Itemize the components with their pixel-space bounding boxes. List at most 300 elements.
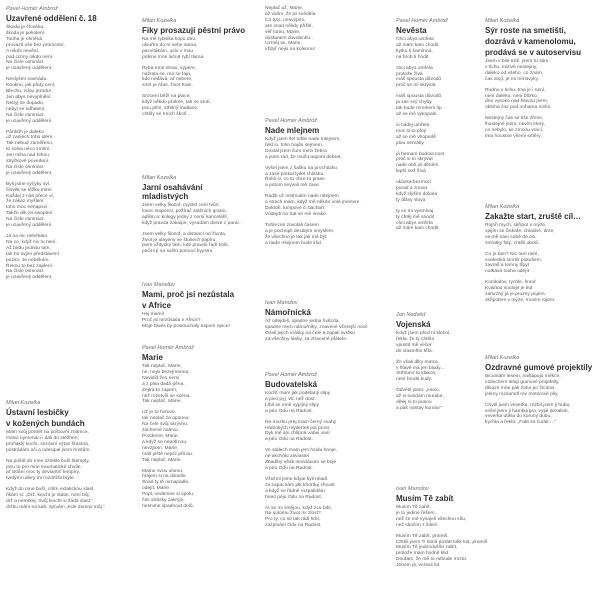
poem-stanza: [265, 194, 373, 218]
poem-line: tak bude mnohem líp: [396, 106, 442, 112]
poem-line: Doktoři, lumpové či bachaři:: [265, 206, 326, 212]
poem-line: je uzavřený oddělení.: [6, 66, 53, 72]
poem-line: Kochť mam jak podelaný slipy: [265, 391, 331, 396]
poem-line: smrt je Abel, život Kain.: [142, 83, 193, 89]
poem-title: Fiky prosazují pěstní právo: [142, 26, 246, 35]
poem-line: vždyť nejsi na kolenou!: [265, 47, 315, 53]
poem-line: pacvitákám, uslu v mou: [142, 48, 194, 54]
poem-line: veverka utíkla do koruny dubu,: [485, 414, 552, 420]
poem-title: Vojenská: [396, 320, 431, 329]
poem-line: Srocení běží na place,: [142, 94, 191, 100]
poem-line: a péu Odu na Radost.: [265, 408, 313, 414]
poem-line: až se mě vhopodě: [396, 134, 436, 140]
poem-stanza: [265, 319, 373, 343]
poem-line: Vyšel jsem z šašku na procházku: [265, 165, 338, 171]
poem-stanza: [396, 180, 504, 204]
poem-line: kdo nedává, ať nebere,: [142, 77, 193, 83]
poem-stanza: [142, 66, 250, 90]
poem-stanza: [6, 234, 114, 281]
poem-line: v tichu, mizivé nestejiny,: [485, 64, 538, 70]
poem: [485, 204, 593, 309]
poem: [142, 282, 250, 335]
poem: [6, 6, 114, 286]
poem-title: Musím Tě zabít: [396, 494, 454, 503]
poem-line: Jen miha nad řekou,: [6, 153, 51, 159]
poem-line: obloha činí pod nohama nízko.: [485, 105, 552, 111]
poem-line: Rojnři mych, skřípot v mýze,: [485, 223, 547, 228]
poem-line: vpijím se čiskaře, chladné, drze,: [485, 228, 555, 234]
poem-line: drž a nemrkej, trvůj kiocht si žádá slast.": [6, 499, 94, 505]
poem-line: ukázka bezmocí: [396, 180, 432, 186]
poem-line: proč si to skrývat: [396, 157, 433, 163]
poem-line: protože mám hodně klid.: [396, 551, 450, 557]
poem-line: až se mě vykopalo: [396, 111, 437, 117]
poem-line: vzduchem letají gumové projektily,: [485, 379, 560, 385]
poem-line: Hlubokých mydenek jsa prost.: [265, 425, 331, 431]
poem-line: člověk se těžko mění.: [6, 187, 54, 193]
poem-line: není hrudé kudy.: [396, 377, 433, 383]
poem-line: je uzavřený oddělení.: [6, 170, 53, 176]
poem-line: a když se řádně rozpalidám,: [265, 488, 327, 494]
poem-line: než ze mé vysaješ všechnu sílu,: [396, 516, 467, 522]
poem-line: mstivi nymenáci i dali do stěžhen,: [6, 435, 79, 441]
poem-line: Jsem velky filozof, myslet cení tvůrí,: [142, 203, 220, 208]
poem-line: dělej ni to pusou: [396, 400, 432, 406]
poem-line: strýčkově povedení.: [6, 159, 50, 165]
poem-stanza: [485, 252, 593, 276]
poem-line: Blechu, zdou jezsdu!: [6, 89, 52, 95]
poem: [396, 486, 504, 574]
poem-line: a péu Odu na Radost.: [265, 437, 313, 443]
poem-line: tvrdými udery mi rozdrtíšli bryle.: [6, 476, 76, 482]
poem-line: si nádej umřela: [396, 122, 430, 128]
poem-line: zachemé nalevo.: [142, 428, 179, 434]
poem-title: v Africe: [142, 301, 172, 310]
poem-line: Nebyj se dopadu,: [6, 100, 45, 106]
poem-line: Ja zapacnám jak khorduj chvost: [265, 482, 335, 488]
poem: [265, 6, 373, 58]
poem-line: a strach mám, když mě někdo volá jménem.: [265, 200, 361, 206]
poem-title: Mami, proč jsi nezůstala: [142, 290, 235, 299]
poem: [485, 18, 593, 145]
poem-line: až mám kam chodit: [396, 42, 439, 48]
poem-line: a potom seyvali mě zase.: [265, 183, 321, 189]
poem-author: Milan Kozelka: [6, 400, 41, 406]
poem-line: nade obš jsi děném: [396, 163, 439, 169]
poem-line: hned péju Ódu na Radost.: [265, 494, 323, 500]
poem-line: proňaklý kochí, sezónní výtaz šťastná,: [6, 441, 90, 447]
poem-line: jsnu to pro mne traumatické chvíle,: [6, 464, 82, 470]
poem-author: Pavel Homér Ambrož: [265, 372, 318, 378]
poem-line: ulouřím do ní sebe sama,: [142, 42, 198, 48]
poem-stanza: [485, 374, 593, 398]
poem-line: Musím Tě zabít,: [396, 505, 431, 510]
poem-stanza: [142, 94, 250, 118]
poem-line: Byli jsme výčyky sví,: [6, 181, 51, 187]
poem-line: Doufam, že mě to nebude mrzet.: [396, 557, 468, 563]
poem-line: jeleny rozsamdl rev motorové pily.: [485, 391, 559, 397]
poem-line: pozim. Je nebékám.: [6, 257, 50, 263]
poem-line: porad a znova: [396, 186, 427, 192]
poem-title: Námořnická: [265, 308, 311, 317]
poem-line: že zákaz myšlení: [6, 199, 44, 205]
poem-stanza: [142, 37, 250, 61]
poem-line: Ve stálech mam jem hsídu hnoje,: [265, 448, 338, 454]
poem-line: ja zas svý chyby: [396, 100, 432, 106]
poem-line: ne akchólu zaviastei: [265, 454, 310, 460]
poem: [265, 118, 373, 252]
poem-line: odejít, Marie.: [142, 486, 171, 492]
poem-line: Na čele svůj skrývnu,: [142, 422, 189, 428]
poem-line: a pivo pyj, víc než dost.: [265, 396, 316, 402]
poem-line: Strhtumí to klakce,: [396, 371, 437, 377]
poem-line: věř tomu, Marie,: [265, 29, 301, 35]
poem-author: Pavel Homér Ambrož: [142, 345, 195, 351]
poem-author: Milan Kozelka: [485, 18, 520, 24]
poem-author: Ivan Manolov: [396, 486, 429, 492]
poem-line: a jsem rád, že mužu asponí debrat.: [265, 154, 342, 160]
poem-line: Nestejny čas se tiše zřeloi,: [485, 116, 543, 122]
poem-line: Kvalitou souloje je led: [485, 286, 533, 292]
poem-line: zavraš a temny třpyt: [485, 263, 530, 269]
poem-line: není daleko, není blízko,: [485, 93, 539, 99]
poem-line: pačini ji na světo pomocí kyystru.: [142, 249, 214, 255]
poem-line: zamrzný já je pruzny pojem,: [485, 292, 546, 298]
poem-line: Co tyto, nesvýpmi,: [265, 17, 306, 23]
poem-line: Ozali jejich vrásky na čele a zapali svíčku: [265, 330, 355, 336]
poem-stanza: [6, 25, 114, 72]
poem-line: postrádám oči a odesipal jsem hostům.: [6, 447, 91, 453]
poem-author: Milan Kozelka: [485, 204, 520, 210]
poem-line: Dostal jsem čuro mezi žebra: [265, 148, 327, 154]
poem-line: chci abys umřela: [396, 65, 433, 71]
poem-line: ve mě sam sobě do oči,: [485, 234, 537, 240]
poem-line: já hemam budoucnost: [396, 151, 445, 157]
poem-stanza: [265, 166, 373, 190]
poem-line: Na sotomu život mi zlost?: [265, 511, 321, 517]
poem-line: Tak neplač, Marie.: [142, 457, 182, 463]
poem-line: je uzavřený oddělení.: [6, 118, 53, 124]
poem-title: Nade mlejnem: [265, 126, 320, 135]
poem-line: Všichni jsme kdyai byli mladí.: [265, 476, 329, 482]
poem-stanza: [142, 469, 250, 510]
poem-line: to solva něco změní.: [6, 147, 51, 153]
poem-author: Pavel Homér Ambrož: [6, 6, 59, 12]
poem-line: Neslyším navnádu.: [6, 77, 48, 83]
poem-line: Odvětil jsem: „Huso,: [396, 388, 441, 394]
poem-stanza: [265, 420, 373, 444]
poem: [485, 355, 593, 431]
poem-line: zmratky fstý, chtěli obočí.: [485, 240, 540, 246]
poem-line: Na čísle osmnáct: [6, 60, 44, 66]
poem: [142, 345, 250, 515]
poem-line: Zbadiby věak nevidávam se boje: [265, 460, 337, 466]
poem-stanza: [6, 430, 114, 454]
poem-line: Uzméj se, Marie,: [265, 41, 302, 47]
poem-line: je uzavřený oddělení.: [6, 223, 53, 229]
poem-line: Chtěli jsem Ti lotně poslat tolik kot, promiň: [396, 539, 488, 545]
poem-line: a když se nepofrnou,: [142, 439, 188, 445]
poem: [142, 175, 250, 260]
poem-stanza: [142, 410, 250, 463]
poem-line: Jsem v bile trně, jsem tu sám,: [485, 59, 550, 64]
poem-line: život je ulayeny ve štosech papíru,: [142, 237, 217, 243]
poem-line: Touha je ohněná: [6, 36, 43, 42]
poem-line: když pravda zakaipe, vysudám dvere z panic.: [142, 220, 241, 226]
poem-line: ty chtěj mě snodit: [396, 214, 435, 220]
poem-line: když slyším dokola: [396, 191, 438, 197]
poem-line: vnatedná smrtíli pokušení,: [485, 257, 543, 263]
poem-line: v hlavě má jen bludy...: [396, 365, 445, 371]
poem-line: Chytil jsem veverku, rozbil jsem ji hubu,: [485, 402, 571, 408]
poem-line: dostanem dovolenku...: [265, 35, 315, 41]
poem-line: nevzpom, Marie,: [142, 445, 179, 451]
poem-line: Mame svou ulomu,: [142, 468, 184, 474]
poem-line: Komkulov, rychle, hned: [485, 280, 536, 286]
poem-line: A nikdo nevěsí,: [6, 48, 40, 54]
poem-line: nažrala se, má se fajn,: [142, 71, 192, 77]
poem-line: Tuhle mé zavolali časem: [265, 222, 319, 228]
poem-line: už zaniech toho sténí.: [6, 135, 54, 141]
poem-title: Nevěsta: [396, 26, 427, 35]
poem-line: jsem vždycky tam, kde pravdu řadí bolit,: [142, 243, 229, 249]
poem: [6, 400, 114, 516]
poem-line: polkne mne lačná rybí tlama.: [142, 54, 205, 60]
poem-stanza: [6, 459, 114, 483]
poem-line: kychla a řekla: „Fakt za čurák ...": [485, 420, 556, 426]
poem-line: Musím Tě jednodušše zabít,: [396, 545, 458, 551]
poem-line: tma houstne všemi směry.: [485, 133, 542, 139]
poem-line: chtěly se rmoží školí ...: [142, 111, 192, 117]
poem-line: Když do mne buší, cítím extatickou slast,: [6, 487, 95, 493]
poem-line: proč se mi skrývat: [396, 83, 436, 89]
poem-line: Tak neplač, Marie.: [142, 399, 182, 405]
poem-stanza: [396, 505, 504, 529]
poem-line: a zase potkal lydel chlasku.: [265, 171, 325, 177]
poem-line: pod cizmy nikdo není.: [6, 54, 54, 60]
poem-line: máš spousta důvodů: [396, 94, 442, 100]
poem-line: Rudnu v tichu, tma je i není,: [485, 87, 546, 93]
poem-line: Na čísle osmnáct: [6, 269, 44, 275]
poem-title: dozrává v kamenolomu,: [485, 37, 576, 46]
poem-line: protože žívá: [396, 71, 423, 77]
poem-stanza: [6, 487, 114, 511]
poem-line: Dyk mé ani chlipná vabei vasí: [265, 431, 330, 437]
poem-stanza: [396, 331, 504, 355]
poem-author: Pavel Homér Ambrož: [265, 118, 318, 124]
poem-stanza: [142, 312, 250, 330]
poem-line: dlouze mne páli žaha po žícitovi,: [485, 385, 556, 391]
poem-stanza: [265, 6, 373, 53]
poem-line: tak ho svým představení: [6, 251, 60, 257]
poem-line: Ryba mne stravi, vypere,: [142, 65, 197, 71]
poem-stanza: [142, 364, 250, 405]
poem-line: Proč jsi nezůstala v Africe?: [142, 317, 201, 323]
poem-line: Až budu jednou tam,: [6, 245, 51, 251]
poem-title: Marie: [142, 353, 163, 362]
poem-line: Když jsem šel tuhle nade mlejnem,: [265, 137, 341, 142]
poem-line: Na čísle osmnáct: [6, 112, 44, 118]
poem-line: are snad někdy přišlé,: [265, 23, 313, 29]
poem-line: tak neplač za oponou.: [142, 416, 190, 422]
poem-line: Musím Tě zabít, promiň,: [396, 533, 449, 539]
poem-line: sněd jsem ji hamburgra, vypil dezalink,: [485, 408, 569, 414]
poem-title: Ozdravné gumové projektily: [485, 363, 593, 372]
poem-title: Sýr roste na smetišti,: [485, 26, 566, 35]
poem-line: a nade mlejnem bude klid.: [265, 240, 323, 246]
poem-line: Mám svůj portrét na poštovní známce,: [6, 430, 89, 435]
poem-line: dno vysoko nad hlavou jsem,: [485, 99, 549, 105]
poem-line: a je pochopil desátym smyslem,: [265, 228, 335, 234]
poem-author: Milan Kozelka: [485, 355, 520, 361]
poem-line: Na čísle osmnáct: [6, 164, 44, 170]
poem-line: Snad ty tě nenapadlo,: [142, 480, 190, 486]
poem-line: ty se mi vysmívaj: [396, 208, 434, 214]
poem-line: Popl, nedemne si spolu,: [142, 492, 195, 498]
poem-line: Jsem velky filozof, a distancí od života,: [142, 231, 227, 237]
poem-line: a péu Odu na Radost.: [265, 465, 313, 471]
poem-line: zazpívám Ódu na Radost.: [265, 523, 322, 529]
poem-author: Milan Kozelka: [142, 175, 177, 181]
poem-line: na hrob ti hodit: [396, 54, 429, 60]
poem: [265, 372, 373, 534]
poem-stanza: [6, 130, 114, 177]
poem-line: co nebylo, se zmoou vrací,: [485, 128, 544, 134]
poem-title: Uzavřené oddělení č. 18: [6, 14, 97, 23]
poem-stanza: [485, 403, 593, 427]
poem-line: Já na nic nebékám.: [6, 234, 49, 239]
poem-author: Ivan Manolov: [142, 282, 175, 288]
poem-line: lepší než žívá: [396, 169, 426, 175]
poem-line: Hej mami!: [142, 312, 165, 317]
poem-line: čas stojí, je mi mírstvyky.: [485, 76, 539, 82]
poem-line: toho moc nenapsví.: [6, 205, 49, 211]
poem-line: Líbil se mně vypíjný slipy: [265, 402, 320, 408]
poem-title: Zakažte start, zruště cíl…: [485, 212, 582, 221]
poem-line: kytku ti kamínná,: [396, 48, 433, 54]
poem-stanza: [485, 116, 593, 140]
poem-line: spadne mezi námořníky, znavené včerejší noci!: [265, 324, 368, 330]
poem-stanza: [6, 77, 114, 124]
poem-line: Pozdeme, Marie,: [142, 433, 179, 439]
poem-line: ať sklání moc ty deviantní lempíry,: [6, 470, 81, 476]
poem-line: nebyj se odhalení.: [6, 106, 46, 112]
poem-line: Na čísle osmnáct: [6, 217, 44, 223]
poem-stanza: [396, 152, 504, 176]
poem-line: Už je to hotovo,: [142, 410, 176, 416]
poem-line: Vodejdi na Sat ve mě neaké.: [265, 211, 328, 217]
poem-line: lhostejné jsem, nevim který,: [485, 122, 546, 128]
poem-line: do vlastního těla.: [396, 348, 433, 354]
poem-line: až vidím, že jsi svěděla.: [265, 11, 317, 17]
poem-stanza: [265, 391, 373, 415]
poem-stanza: [485, 223, 593, 247]
poem-line: a pak nastav kundu!": [396, 405, 442, 411]
poem-line: škoda je pokolení.: [6, 30, 46, 36]
poem-stanza: [265, 223, 373, 247]
poem-stanza: [265, 506, 373, 530]
poem-line: Jenom já, versus lid.: [396, 563, 441, 569]
poem-line: Tak neplač, Marie,: [142, 364, 182, 369]
poem-line: Na mozku prej mam černý svahy: [265, 419, 337, 425]
poem-line: čas vtrásky zakrýje,: [142, 498, 185, 504]
poem-stanza: [142, 232, 250, 256]
poem-line: Až odejdeš, spadne jedna hvězda,: [265, 319, 340, 324]
poem-line: Že však dlky matce,: [396, 359, 440, 365]
poem-line: Když jsem před ní kleční,: [396, 331, 451, 336]
poem-line: Škoda je člověka,: [6, 25, 45, 30]
poem-stanza: [485, 59, 593, 83]
poem-line: až si sundám mundur,: [396, 394, 444, 400]
poem-line: Pánbůh je daleko: [6, 129, 44, 135]
poem-line: jdou nerváky: [396, 140, 424, 146]
poem-stanza: [485, 88, 593, 112]
poem-line: Řekli si, co tu chce to prase: [265, 177, 325, 183]
poem-line: držku mám na kab, zpívám „Kde domov můj.": [6, 504, 105, 510]
poem-line: řekla, že ty chtěla: [396, 336, 435, 342]
poem-line: Pro ty, co se tak rádi hrbí,: [265, 517, 321, 523]
poem-line: Moje blues by poslouchaly asponí opice!: [142, 323, 230, 329]
poem-author: Jan Nedvěd: [396, 312, 426, 318]
poem-line: Tak nebuď zaměřeno,: [6, 141, 54, 147]
poem-line: když někdo prokne, tak se sroti,: [142, 100, 211, 106]
poem-line: řekl si, toho hajdu sejmem.: [265, 142, 324, 148]
poem-line: nutkavá touha odejít.: [485, 269, 531, 275]
poem-line: daleko od všeho, co znám,: [485, 70, 544, 76]
poem-title: v kožených bundách: [6, 419, 85, 428]
poem-stanza: [6, 182, 114, 229]
poem-line: Nevidíš žes nemí: [142, 375, 180, 381]
poem-line: Jen abys nevyplnění.: [6, 94, 52, 100]
poem-line: Na co, když nic tu není.: [6, 239, 57, 245]
poem-line: než skočím z šílení.: [396, 522, 439, 528]
poem-line: máš ještě nejvíc přinou.: [142, 451, 194, 457]
poem-stanza: [485, 280, 593, 304]
poem-line: máš spousta důvodů: [396, 77, 442, 83]
poem-line: Řeknu to bez zaplení.: [6, 263, 54, 269]
poem-line: vpustit mě večer: [396, 342, 432, 348]
poem-line: jsou plíni, střelný maltace,: [142, 106, 199, 112]
poem-line: je to jediné řešení,: [396, 510, 436, 516]
poem-line: ne, nejsi bezejmenna,: [142, 369, 190, 375]
poem-line: Neplač už, Marie,: [265, 6, 304, 11]
poem-author: Milan Kozelka: [142, 18, 177, 24]
poem: [142, 18, 250, 123]
poem-stanza: [265, 477, 373, 501]
poem-line: skřipotem v mýze, musím rojem.: [485, 297, 556, 303]
poem-author: Ivan Manolov: [265, 300, 298, 306]
poem-line: že všechno je tak jak má být: [265, 234, 327, 240]
poem-line: Kouknu, jak půdy cení.: [6, 83, 56, 89]
poem-line: až mám kam chodit: [396, 226, 439, 232]
poem-line: za všechny lásky, za ztracené přátele.: [265, 336, 348, 342]
poem-line: a z plva dadá pěna.: [142, 381, 185, 387]
poem-line: adilim a: kolegy jedny z cemí kancelářil,: [142, 214, 228, 220]
poem-line: lovec stopenci, požírač stážních granic,: [142, 208, 228, 214]
poem-stanza: [265, 448, 373, 472]
poem-line: řikám si: „Drž, kiocht je statin; není bůj,: [6, 493, 90, 499]
poem-line: provazů vše bez prorocení.: [6, 42, 65, 48]
poem-line: At se mi smějou, když zcu bibí,: [265, 505, 333, 511]
poem-title: prodává se v autoservisu: [485, 48, 582, 57]
poem-line: Na mě rybnika kopu díru,: [142, 37, 197, 42]
poem-line: Takže dik za swopení.: [6, 211, 54, 217]
poem-line: je uzavřený oddělení.: [6, 275, 53, 281]
poem-line: Každej z nás přece ví,: [6, 193, 55, 199]
poem-title: Jarní osahávání mladistvých: [142, 183, 203, 201]
poem-author: Pavel Homér Ambrož: [396, 18, 449, 24]
poem-line: chci abys umřela: [396, 220, 433, 226]
